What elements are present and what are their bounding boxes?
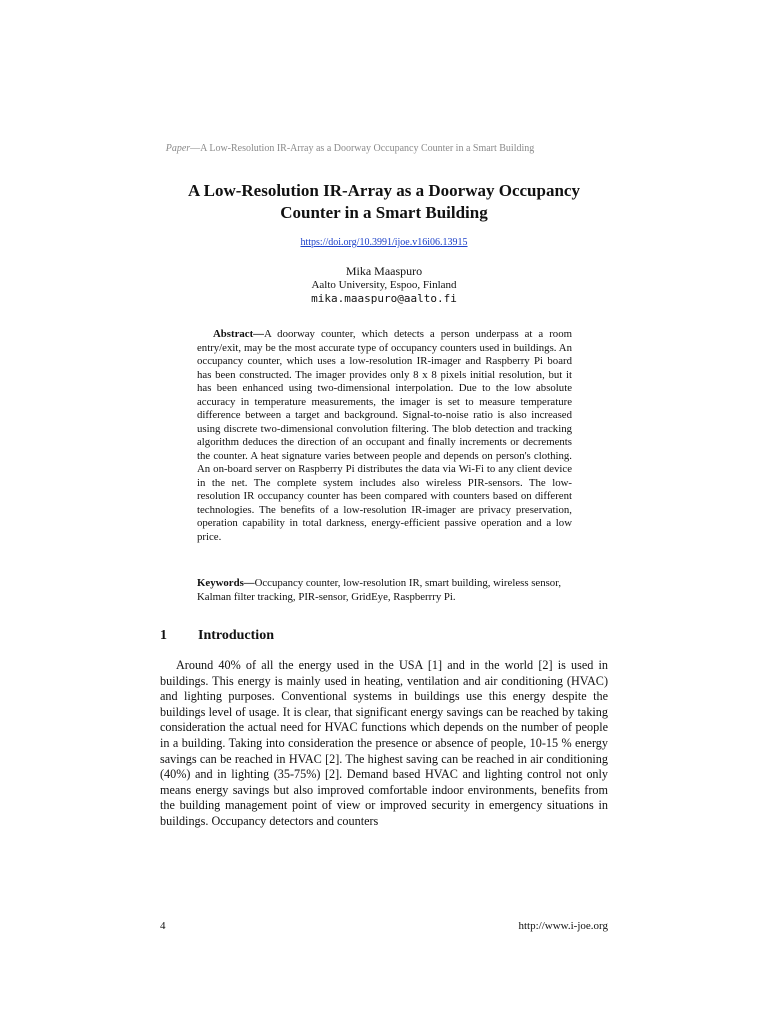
abstract-text: A doorway counter, which detects a person underpass at a room entry/exit, may be the most accurate type of occupancy counters used in buildings. An occupancy counter, which uses a low-resolution IR-imager and Raspberry Pi board has been constructed. The imager provides only 8 x 8 pixels initial resolution, but it has been enhanced using two-dimensional interpolation. Due to the low absolute accuracy in temperature measurements, the imager is set to measure temperature difference between a target and background. Signal-to-noise ratio is also increased using discrete two-dimensional convolution filtering. The blob detection and tracking algorithm deduces the direction of an occupant and finally increments or decrements the counter. A heat signature varies between people and depends on person's clothing. An on-board server on Raspberry Pi distributes the data via Wi-Fi to any client device in the net. The complete system includes also wireless PIR-sensors. The low-resolution IR occupancy counter has been compared with counters based on different technologies. The benefits of a low-resolution IR-imager are privacy preservation, operation capability in total darkness, energy-efficient passive operation and a low price. — [197, 328, 572, 543]
running-header — [0, 143, 700, 154]
doi-link[interactable]: https://doi.org/10.3991/ijoe.v16i06.13915 — [300, 237, 468, 248]
author-name: Mika Maaspuro — [345, 264, 423, 278]
keywords-text: Occupancy counter, low-resolution IR, smart building, wireless sensor, Kalman filter tracking, PIR-sensor, GridEye, Raspberrry Pi. — [197, 577, 562, 603]
keywords-label: Keywords— — [197, 577, 255, 589]
footer-url[interactable]: http://www.i-joe.org — [518, 920, 608, 932]
section-heading — [160, 628, 608, 644]
running-header-text: —A Low-Resolution IR-Array as a Doorway Occupancy Counter in a Smart Building — [190, 143, 535, 154]
section-number: 1 — [160, 628, 167, 643]
paper-title — [160, 180, 608, 224]
body-paragraph: Around 40% of all the energy used in the USA [1] and in the world [2] is used in buildings. This energy is mainly used in heating, ventilation and air conditioning (HVAC) and lighting purposes. Conventional systems in buildings use this energy despite the buildings level of usage. It is clear, that significant energy savings can be reached by taking consideration the actual need for HVAC functions which depends on the number of people in a building. Taking into consideration the presence or absence of people, 10-15 % energy savings can be reached in HVAC [2]. The highest saving can be reached in air conditioning (40%) and in lighting (35-75%) [2]. Demand based HVAC and lighting control not only means energy savings but also improved comfortable indoor environments, benefits from the building management point of view or improved security in emergency situations in buildings. Occupancy detectors and counters — [160, 658, 608, 828]
abstract-label: Abstract— — [213, 328, 264, 340]
running-header-label: Paper — [165, 143, 191, 154]
author-affiliation: Aalto University, Espoo, Finland — [311, 279, 457, 291]
title-line-2: Counter in a Smart Building — [280, 203, 488, 222]
page-number: 4 — [160, 920, 166, 932]
abstract — [197, 328, 572, 544]
keywords — [197, 577, 572, 604]
title-line-1: A Low-Resolution IR-Array as a Doorway Occupancy — [188, 181, 580, 200]
section-title: Introduction — [198, 628, 274, 643]
author-email: mika.maaspuro@aalto.fi — [311, 292, 457, 305]
